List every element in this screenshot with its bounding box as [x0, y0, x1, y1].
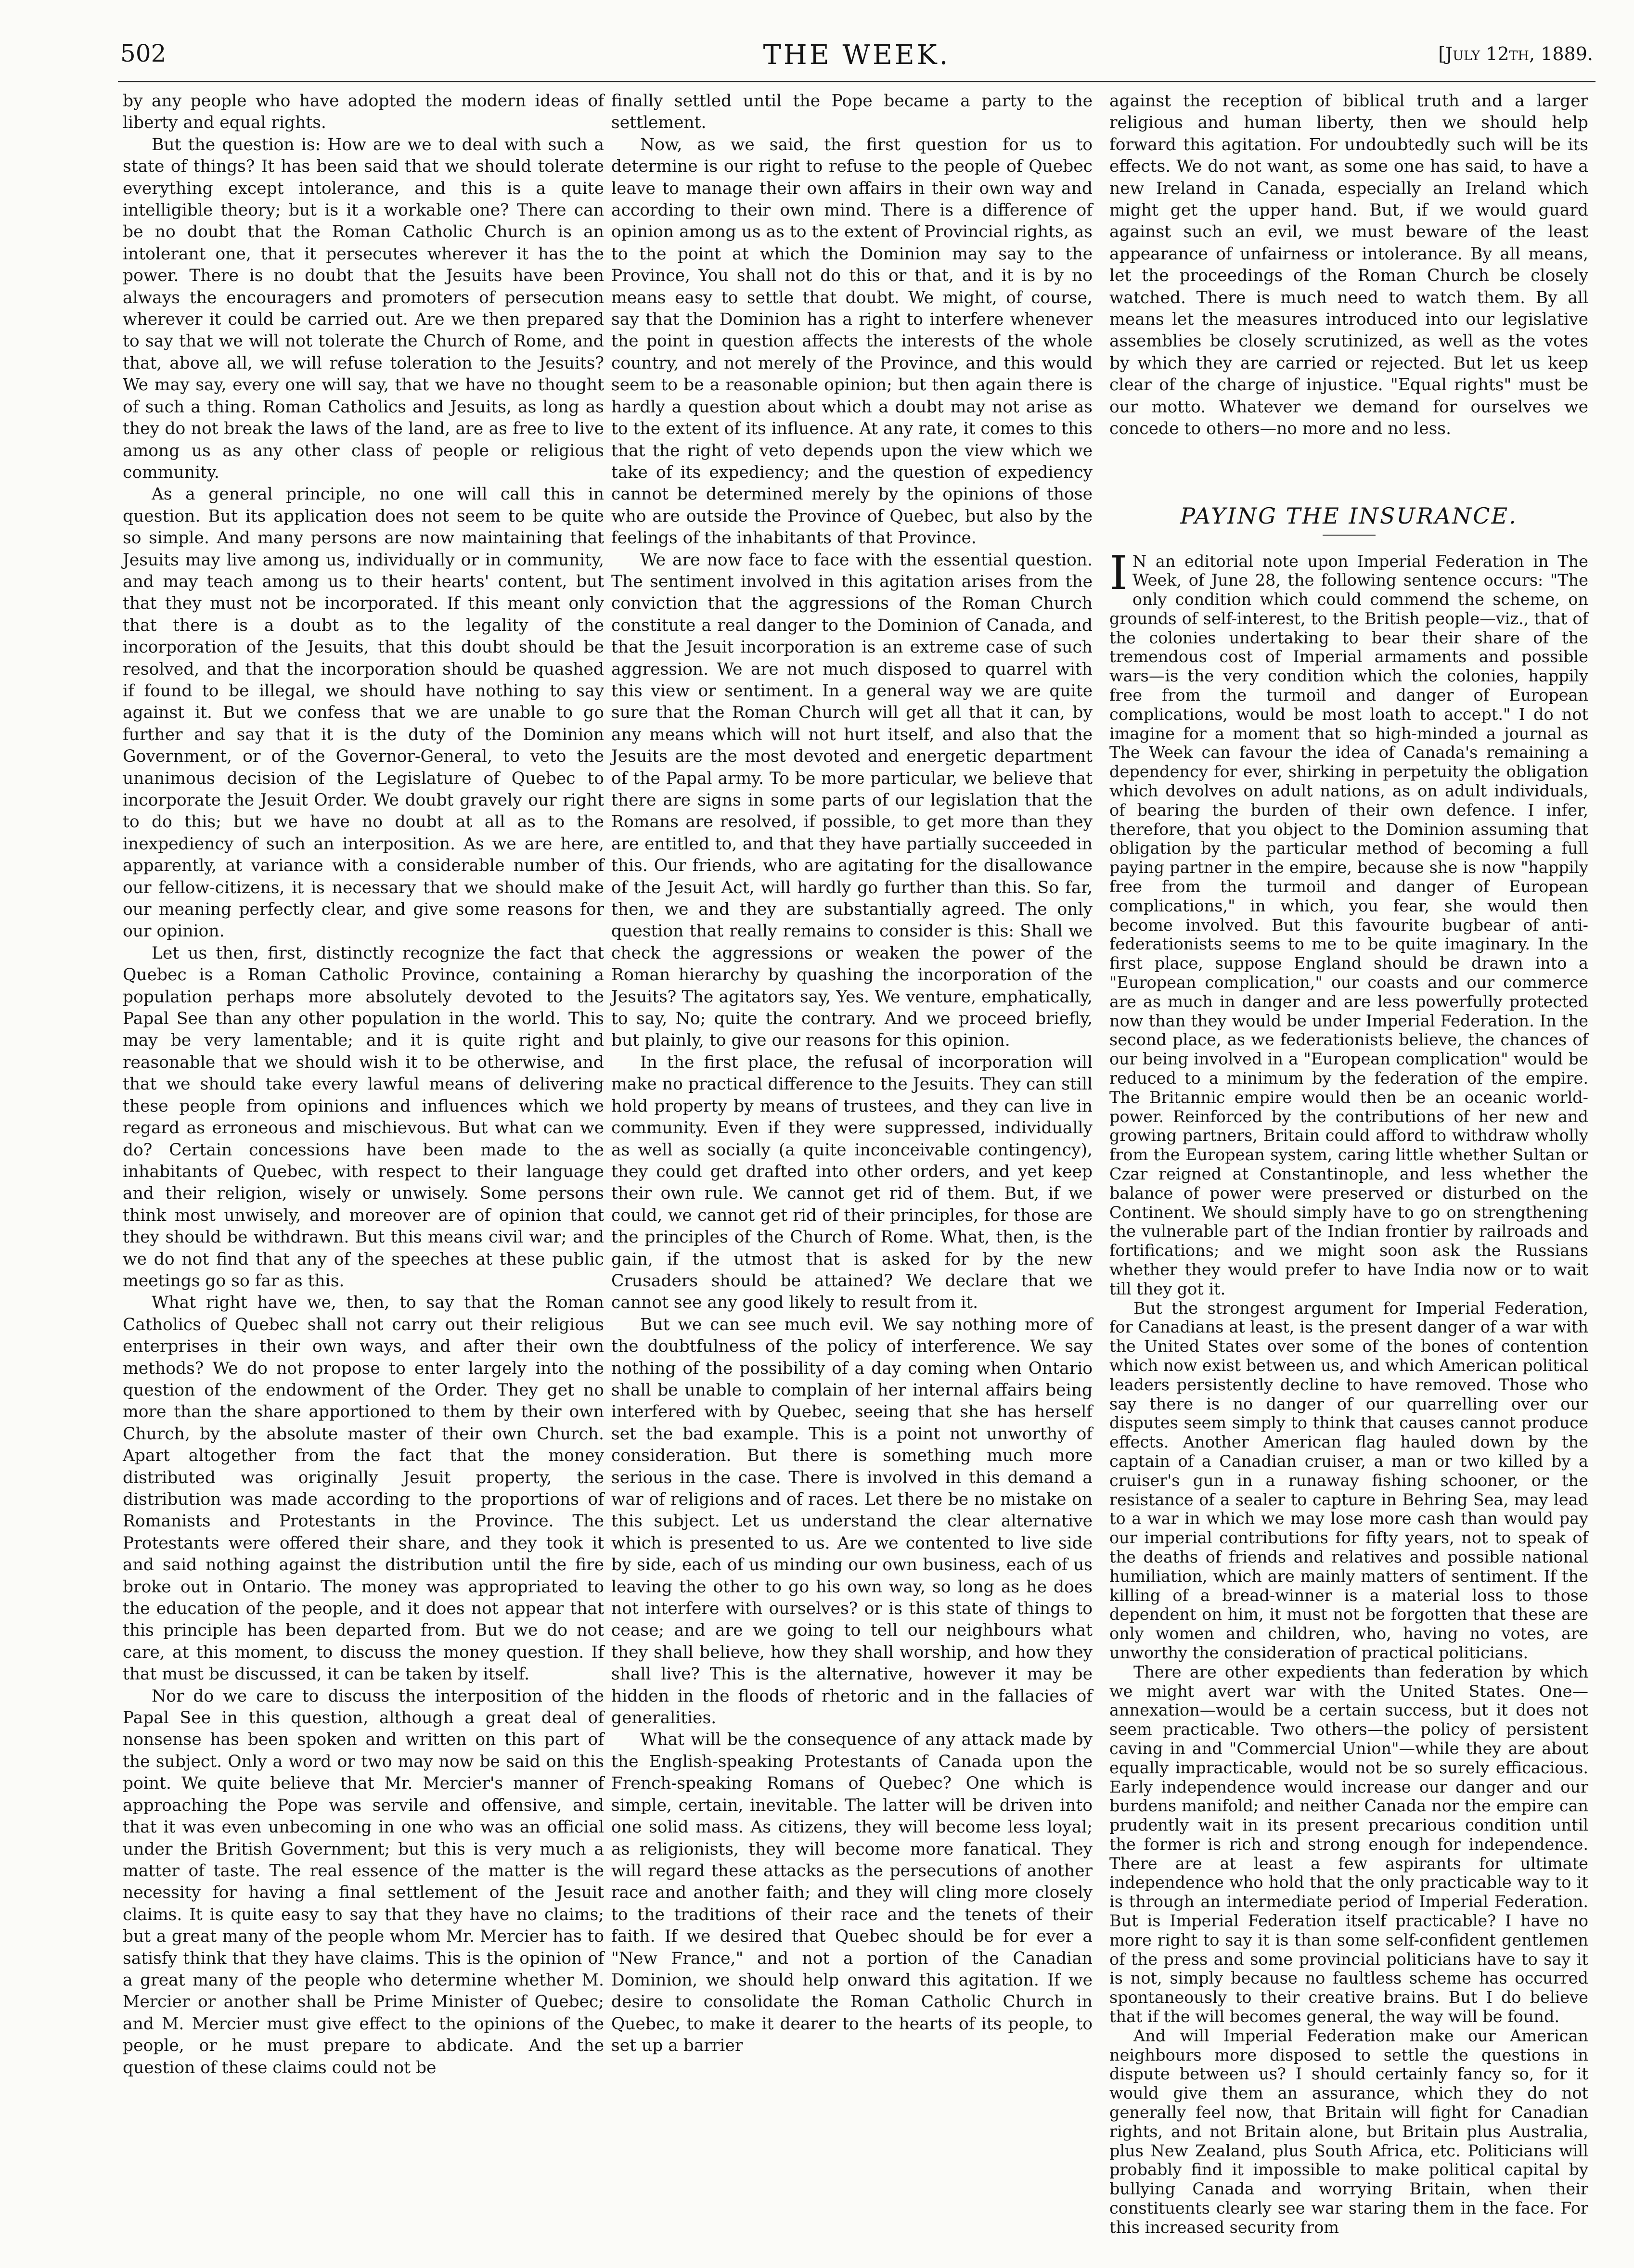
paragraph: And will Imperial Federation make our American neighbours more disposed to settle the questions in dispute between us? I should certainly fancy so, for it would give them an assurance, which they do not generally feel now, that Britain will fight for Canadian rights, and not Britain alone, but Britain plus Australia, plus New Zealand, plus South Africa, etc. Politicians will probably find it impossible to make political capital by bullying Canada and worrying Britain, when their constituents clearly see war staring them in the face. For this increased security from [1109, 2026, 1588, 2237]
column-2 [611, 90, 1093, 2057]
page-number: 502 [120, 39, 167, 67]
paragraph: Nor do we care to discuss the interposition of the Papal See in this question, although a great deal of nonsense has been spoken and written on this part of the subject. Only a word or two may now be said on this point. We quite believe that Mr. Mercier's manner of approaching the Pope was servile and offensive, and that it was even unbecoming in one who was an official under the British Government; but this is very much a matter of taste. The real essence of the matter is the necessity for having a final settlement of the Jesuit claims. It is quite easy to say that they have no claims; but a great many of the people whom Mr. Mercier has to satisfy think that they have claims. This is the opinion of a great many of the people who determine whether M. Mercier or another shall be Prime Minister of Quebec; and M. Mercier must give effect to the opinions of the people, or he must prepare to abdicate. And the question of these claims could not be [123, 1686, 604, 2077]
issue-date: [July 12th, 1889. [1438, 43, 1593, 64]
paragraph: against the reception of biblical truth and a larger religious and human liberty, then we should help forward this agitation. For undoubtedly such will be its effects. We do not want, as some one has said, to have a new Ireland in Canada, especially an Ireland which might get the upper hand. But, if we would guard against such an evil, we must beware of the least appearance of unfairness or intolerance. By all means, let the proceedings of the Roman Church be closely watched. There is much need to watch them. By all means let the measures introduced into our legislative assemblies be closely scrutinized, as well as the votes by which they are carried or rejected. But let us keep clear of the charge of injustice. "Equal rights" must be our motto. Whatever we demand for ourselves we concede to others—no more and no less. [1109, 91, 1588, 439]
article-body [1109, 546, 1588, 2237]
paragraph: As a general principle, no one will call this in question. But its application does not seem to be quite so simple. And many persons are now maintaining that Jesuits may live among us, individually or in community, and may teach among us to their hearts' content, but that they must not be incorporated. If this meant only that there is a doubt as to the legality of the incorporation of the Jesuits, that this doubt should be resolved, and that the incorporation should be quashed if found to be illegal, we should have nothing to say against it. But we confess that we are unable to go further and say that it is the duty of the Dominion Government, or of the Governor-General, to veto the unanimous decision of the Legislature of Quebec to incorporate the Jesuit Order. We doubt gravely our right to do this; but we have no doubt at all as to the inexpediency of such an interposition. As we are here, apparently, at variance with a considerable number of our fellow-citizens, it is necessary that we should make our meaning perfectly clear, and give some reasons for our opinion. [123, 485, 604, 941]
paragraph: We are now face to face with the essential question. The sentiment involved in this agitation arises from the conviction that the aggressions of the Roman Church constitute a real danger to the Dominion of Canada, and that the Jesuit incorporation is an extreme case of such aggression. We are not much disposed to quarrel with this view or sentiment. In a general way we are quite sure that the Roman Church will get all that it can, by any means which will not hurt itself, and also that the Jesuits are the most devoted and energetic department of the Papal army. To be more particular, we believe that there are signs in some parts of our legislation that the Romans are resolved, if possible, to get more than they are entitled to, and that they have partially succeeded in this. Our friends, who are agitating for the disallowance of the Jesuit Act, will hardly go further than this. So far, then, we and they are substantially agreed. The only question that really remains to consider is this: Shall we check the aggressions or weaken the power of the Roman hierarchy by quashing the incorporation of the Jesuits? The agitators say, Yes. We venture, emphatically, to say, No; quite the contrary. And we proceed briefly, but plainly, to give our reasons for this opinion. [611, 550, 1093, 1051]
paragraph: But we can see much evil. We say nothing more of the doubtfulness of the policy of interference. We say nothing of the possibility of a day coming when Ontario shall be unable to complain of her internal affairs being interfered with by Quebec, seeing that she has herself set the bad example. This is a point not unworthy of consideration. But there is something much more serious in the case. There is involved in this demand a war of religions and of races. Let there be no mistake on this subject. Let us understand the clear alternative which is presented to us. Are we contented to live side by side, each of us minding our own business, each of us leaving the other to go his own way, so long as he does not interfere with ourselves? or is this state of things to cease; and are we going to tell our neighbours what they shall believe, how they shall worship, and how they shall live? This is the alternative, however it may be hidden in the floods of rhetoric and in the fallacies of generalities. [611, 1315, 1093, 1728]
masthead: THE WEEK. [763, 39, 951, 71]
paragraph: There are other expedients than federation by which we might avert war with the United States. One—annexation—would be a certain success, but it does not seem practicable. Two others—the policy of persistent caving in and "Commercial Union"—while they are about equally impracticable, would not be so surely efficacious. Early independence would increase our danger and our burdens manifold; and neither Canada nor the empire can prudently wait in its present precarious condition until the former is rich and strong enough for independence. There are at least a few aspirants for ultimate independence who hold that the only practicable way to it is through an intermediate period of Imperial Federation. But is Imperial Federation itself practicable? I have no more right to say it is than some self-confident gentlemen of the press and some provincial politicians have to say it is not, simply because no faultless scheme has occurred spontaneously to their creative brains. But I do believe that if the will becomes general, the way will be found. [1109, 1662, 1588, 2026]
article-lead-paragraph [1109, 546, 1588, 1299]
paragraph: But the question is: How are we to deal with such a state of things? It has been said that we should tolerate everything except intolerance, and this is a quite intelligible theory; but is it a workable one? There can be no doubt that the Roman Catholic Church is an intolerant one, that it persecutes wherever it has the power. There is no doubt that the Jesuits have been always the encouragers and promoters of persecution wherever it could be carried out. Are we then prepared to say that we will not tolerate the Church of Rome, and that, above all, we will refuse toleration to the Jesuits? We may say, every one will say, that we have no thought of such a thing. Roman Catholics and Jesuits, as long as they do not break the laws of the land, are as free to live among us as any other class of people or religious community. [123, 135, 604, 482]
header-rule [118, 81, 1595, 82]
paragraph: Let us then, first, distinctly recognize the fact that Quebec is a Roman Catholic Province, containing a population perhaps more absolutely devoted to the Papal See than any other population in the world. This may be very lamentable; and it is quite right and reasonable that we should wish it to be otherwise, and that we should take every lawful means of delivering these people from opinions and influences which we regard as erroneous and mischievous. But what can we do? Certain concessions have been made to the inhabitants of Quebec, with respect to their language and their religion, wisely or unwisely. Some persons think most unwisely, and moreover are of opinion that they should be withdrawn. But this means civil war; and we do not find that any of the speeches at these public meetings go so far as this. [123, 943, 604, 1291]
column-3 [1109, 90, 1588, 2237]
paragraph: Now, as we said, the first question for us to determine is our right to refuse to the people of Quebec leave to manage their own affairs in their own way and according to their own mind. There is a difference of opinion among us as to the extent of Provincial rights, as to the point at which the Dominion may say to the Province, You shall not do this or that, and it is by no means easy to settle that doubt. We might, of course, say that the Dominion has a right to interfere whenever the point in question affects the interests of the whole country, and not merely of the Province, and this would seem to be a reasonable opinion; but then again there is hardly a question about which a doubt may not arise as to the extent of its influence. At any rate, it comes to this that the right of veto depends upon the view which we take of its expediency; and the question of expediency cannot be determined merely by the opinions of those who are outside the Province of Quebec, but also by the feelings of the inhabitants of that Province. [611, 135, 1093, 548]
paragraph: by any people who have adopted the modern ideas of liberty and equal rights. [123, 91, 604, 133]
drop-cap: I [1109, 546, 1128, 600]
paragraph: In the first place, the refusal of incorporation will make no practical difference to the Jesuits. They can still hold property by means of trustees, and they can live in community. Even if they were suppressed, individually as well as socially (a quite inconceivable contingency), they could get drafted into other orders, and yet keep their own rule. We cannot get rid of them. But, if we could, we cannot get rid of their principles, for those are the principles of the Church of Rome. What, then, is the gain, if the utmost that is asked for by the new Crusaders should be attained? We declare that we cannot see any good likely to result from it. [611, 1052, 1093, 1313]
article-title: PAYING THE INSURANCE. [1180, 502, 1518, 529]
lead-text: N an editorial note upon Imperial Federation in The Week, of June 28, the following sentence occurs: "The only condition which could commend the scheme, on grounds of self-interest, to the British people—viz., that of the colonies undertaking to bear their share of the tremendous cost of Imperial armaments and possible wars—is the very condition which the colonies, happily free from the turmoil and danger of European complications, would be most loath to accept." I do not imagine for a moment that so high-minded a journal as The Week can favour the idea of Canada's remaining a dependency for ever, shirking in perpetuity the obligation which devolves on adult nations, as on adult individuals, of bearing the burden of their own defence. I infer, therefore, that you object to the Dominion assuming that obligation by the particular method of becoming a full paying partner in the empire, because she is now "happily free from the turmoil and danger of European complications," in which, you fear, she would then become involved. But this favourite bugbear of anti-federationists seems to me to be quite imaginary. In the first place, suppose England should be drawn into a "European complication," our coasts and our commerce are as much in danger and are less powerfully protected now than they would be under Imperial Federation. In the second place, as we federationists believe, the chances of our being involved in a "European complication" would be reduced to a minimum by the federation of the empire. The Britannic empire would then be an oceanic world-power. Reinforced by the contributions of her new and growing partners, Britain could afford to withdraw wholly from the European system, caring little whether Sultan or Czar reigned at Constantinople, and less whether the balance of power were preserved or disturbed on the Continent. We should simply have to go on strengthening the vulnerable part of the Indian frontier by railroads and fortifications; and we might soon ask the Russians whether they would prefer to have India now or to wait till they got it. [1109, 551, 1588, 1298]
paragraph: But the strongest argument for Imperial Federation, for Canadians at least, is the present danger of a war with the United States over some of the bones of contention which now exist between us, and which American political leaders persistently decline to have removed. Those who say there is no danger of our quarrelling over our disputes seem simply to think that causes cannot produce effects. Another American flag hauled down by the captain of a Canadian cruiser, a man or two killed by a cruiser's gun in a runaway fishing schooner, or the resistance of a sealer to capture in Behring Sea, may lead to a war in which we may lose more cash than would pay our imperial contributions for fifty years, not to speak of the deaths of friends and relatives and possible national humiliation, which are mainly matters of sentiment. If the killing of a bread-winner is a material loss to those dependent on him, it must not be forgotten that these are only women and children, who, having no votes, are unworthy the consideration of practical politicians. [1109, 1298, 1588, 1662]
title-rule [1323, 535, 1376, 536]
paragraph: finally settled until the Pope became a party to the settlement. [611, 91, 1093, 133]
column-1 [123, 90, 604, 2079]
page-header [120, 39, 1593, 78]
paragraph: What right have we, then, to say that the Roman Catholics of Quebec shall not carry out their religious enterprises in their own ways, and after their own methods? We do not propose to enter largely into the question of the endowment of the Order. They get no more than the share apportioned to them by their own Church, by the absolute master of their own Church. Apart altogether from the fact that the money distributed was originally Jesuit property, the distribution was made according to the proportions of Romanists and Protestants in the Province. The Protestants were offered their share, and they took it and said nothing against the distribution until the fire broke out in Ontario. The money was appropriated to the education of the people, and it does not appear that this principle has been departed from. But we do not care, at this moment, to discuss the money question. If that must be discussed, it can be taken by itself. [123, 1293, 604, 1684]
paragraph: What will be the consequence of any attack made by the English-speaking Protestants of Canada upon the French-speaking Romans of Quebec? One which is simple, certain, inevitable. The latter will be driven into one solid mass. As citizens, they will become less loyal; as religionists, they will become more fanatical. They will regard these attacks as the persecutions of another race and another faith; and they will cling more closely to the traditions of their race and the tenets of their faith. If we desired that Quebec should be for ever a "New France," and not a portion of the Canadian Dominion, we should help onward this agitation. If we desire to consolidate the Roman Catholic Church in Quebec, to make it dearer to the hearts of its people, to set up a barrier [611, 1730, 1093, 2056]
